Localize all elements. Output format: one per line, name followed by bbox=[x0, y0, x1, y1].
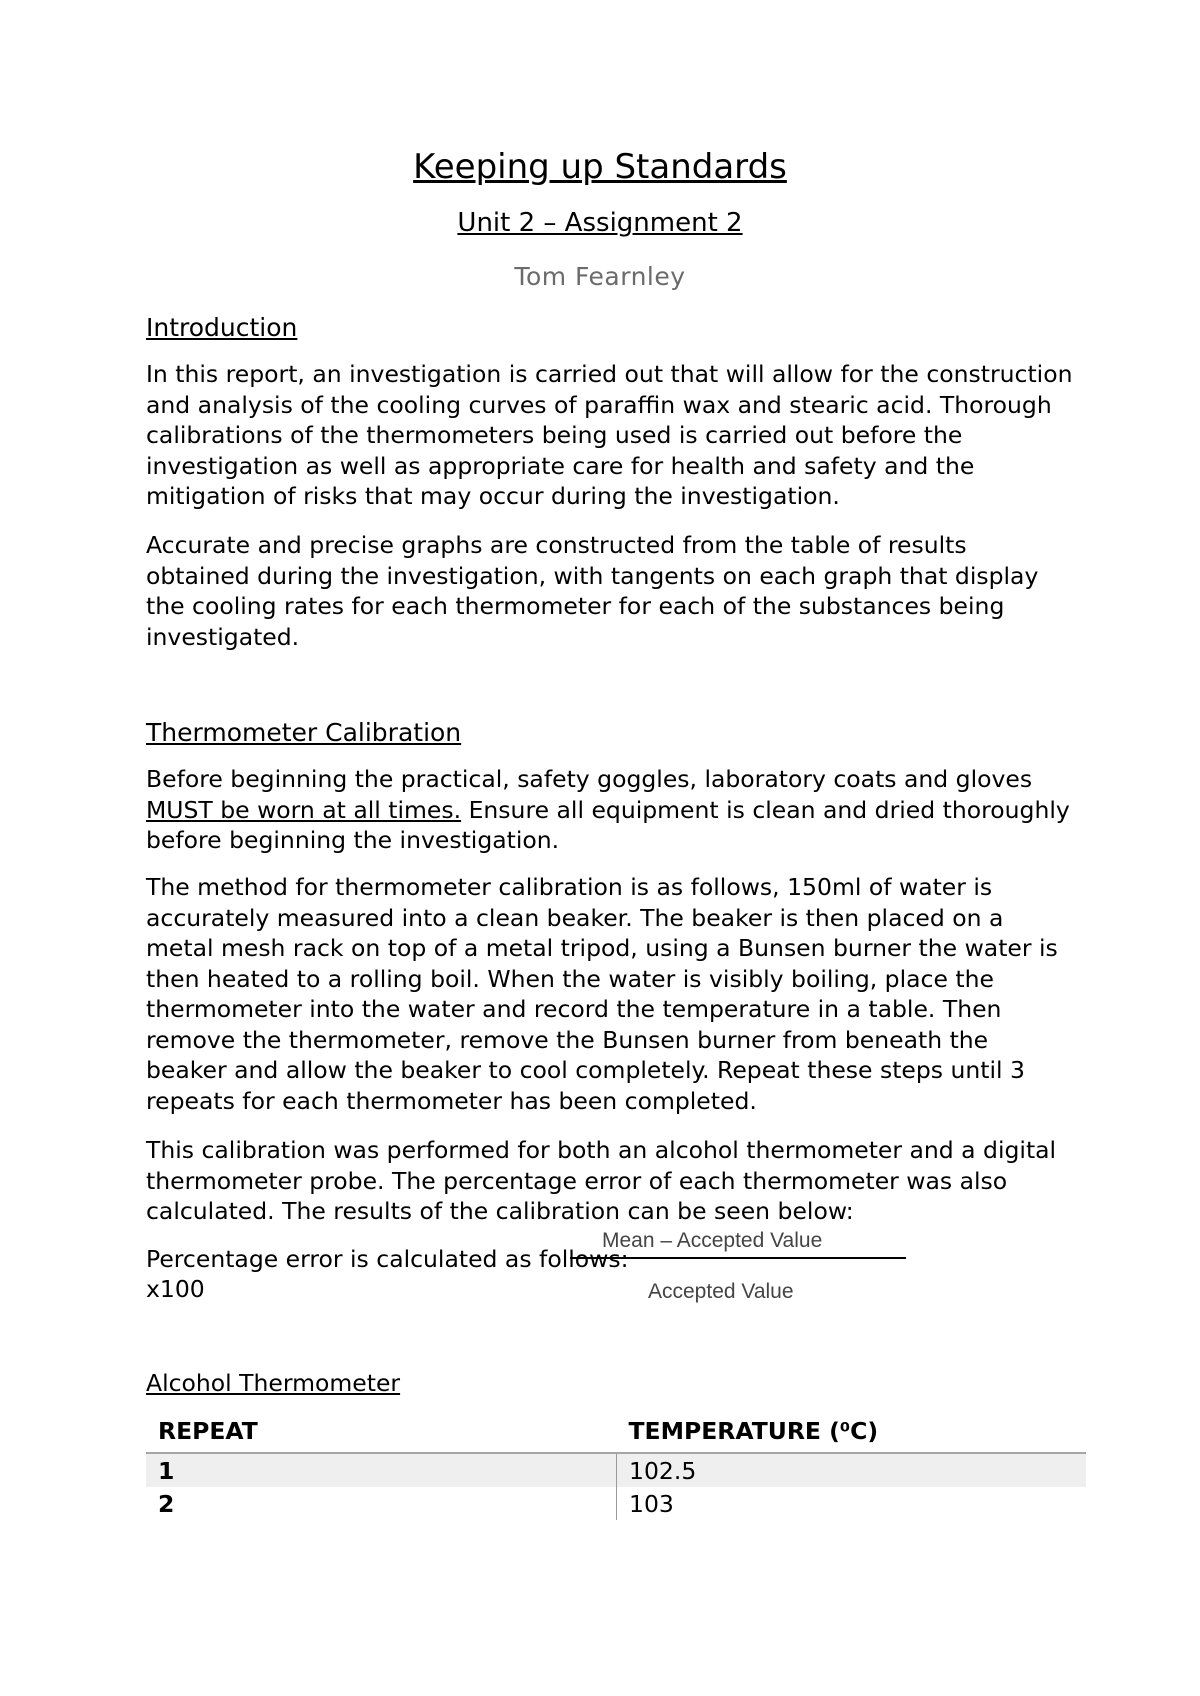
calibration-paragraph-1 bbox=[146, 764, 1076, 856]
document-author: Tom Fearnley bbox=[514, 262, 686, 291]
calibration-heading: Thermometer Calibration bbox=[146, 718, 462, 747]
alcohol-table-title: Alcohol Thermometer bbox=[146, 1369, 401, 1397]
calibration-paragraph-1-end: Ensure all equipment is clean and dried thoroughly before beginning the investigation. bbox=[146, 795, 1070, 854]
repeat-cell: 1 bbox=[146, 1453, 617, 1487]
temperature-cell: 103 bbox=[629, 1489, 674, 1518]
formula-text: Percentage error is calculated as follows: bbox=[146, 1245, 629, 1273]
introduction-paragraph-1: In this report, an investigation is carried out that will allow for the construction and analysis of the cooling curves of paraffin wax and stearic acid. Thorough calibrations of the thermometers being used is carried out before the investigation as well as appropriate care for health and safety and the mitigation of risks that may occur during the investigation. bbox=[146, 360, 1073, 510]
formula-multiplier: x100 bbox=[146, 1275, 205, 1303]
formula-fraction-line bbox=[570, 1257, 906, 1259]
table-row bbox=[146, 1453, 1086, 1487]
introduction-paragraph-2: Accurate and precise graphs are constructed from the table of results obtained during the investigation, with tangents on each graph that display the cooling rates for each thermometer for each of the substances being investigated. bbox=[146, 531, 1039, 651]
calibration-method-paragraph: The method for thermometer calibration is as follows, 150ml of water is accurately measured into a clean beaker. The beaker is then placed on a metal mesh rack on top of a metal tripod, using a Bunsen burner the water is then heated to a rolling boil. When the water is visibly boiling, place the thermometer into the water and record the temperature in a table. Then remove the thermometer, remove the Bunsen burner from beneath the beaker and allow the beaker to cool completely. Repeat these steps until 3 repeats for each thermometer has been completed. bbox=[146, 873, 1058, 1115]
document-title: Keeping up Standards bbox=[413, 147, 787, 187]
calibration-paragraph-1-start: Before beginning the practical, safety goggles, laboratory coats and gloves bbox=[146, 765, 1033, 793]
safety-emphasis: MUST be worn at all times. bbox=[146, 795, 462, 824]
table-row bbox=[146, 1487, 1086, 1520]
table-header-row bbox=[146, 1406, 1086, 1453]
repeat-cell: 2 bbox=[146, 1487, 617, 1520]
calibration-results-paragraph: This calibration was performed for both an alcohol thermometer and a digital thermometer probe. The percentage error of each thermometer was also calculated. The results of the calibration can be seen below: bbox=[146, 1136, 1057, 1225]
formula-denominator: Accepted Value bbox=[648, 1280, 794, 1303]
header-temperature: TEMPERATURE (⁰C) bbox=[617, 1406, 1087, 1453]
alcohol-thermometer-table bbox=[146, 1406, 1086, 1520]
header-repeat: REPEAT bbox=[146, 1406, 617, 1453]
introduction-heading: Introduction bbox=[146, 313, 298, 342]
temperature-cell: 102.5 bbox=[617, 1453, 1087, 1487]
document-subtitle: Unit 2 – Assignment 2 bbox=[457, 208, 743, 238]
formula-numerator: Mean – Accepted Value bbox=[602, 1229, 823, 1252]
